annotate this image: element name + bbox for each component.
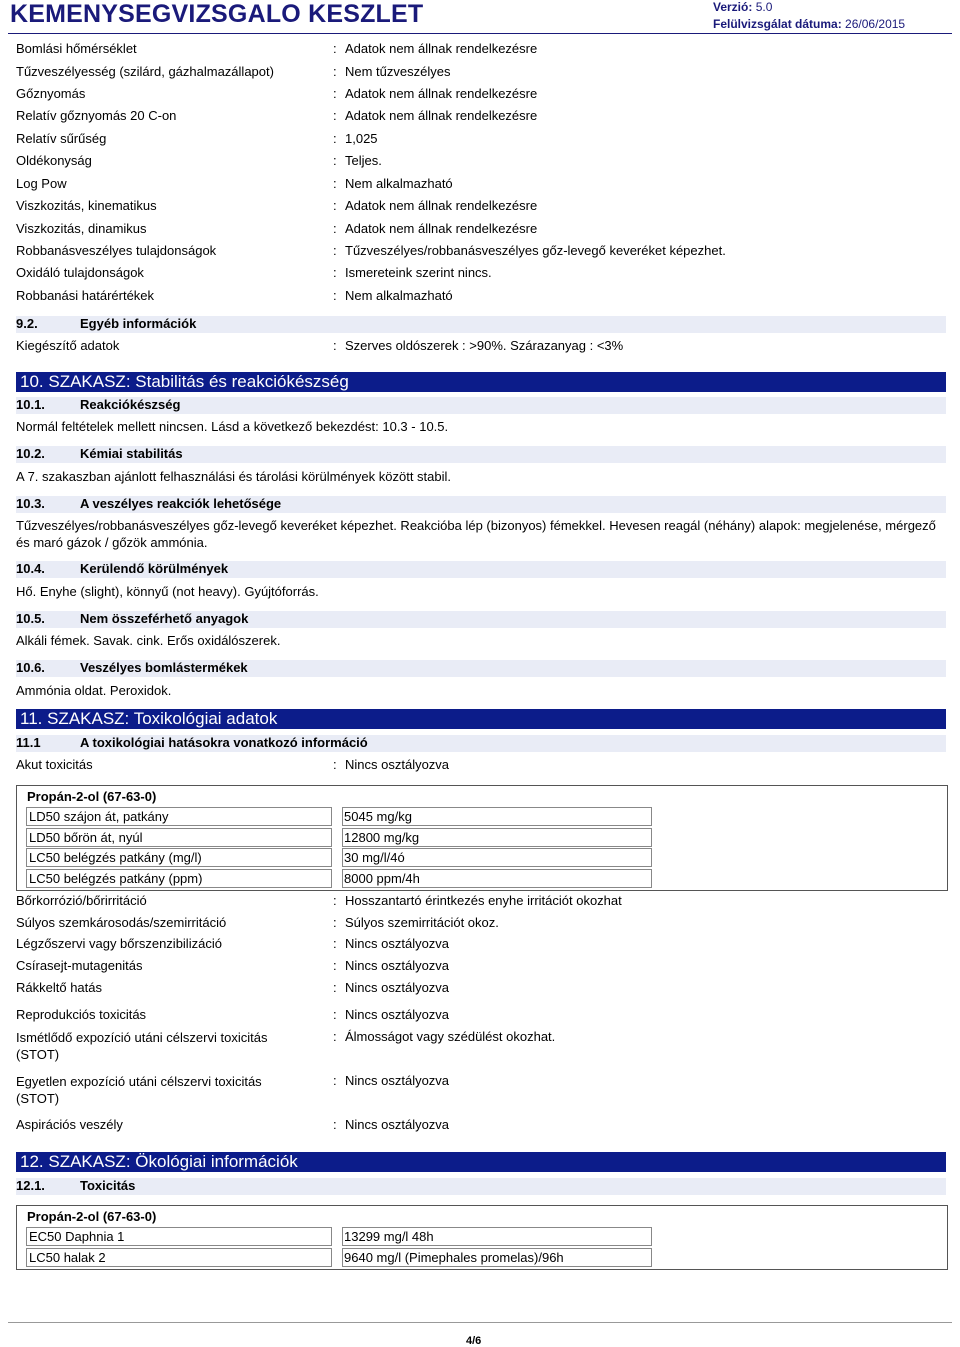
property-value: Teljes. [345,153,382,168]
property-value: Hosszantartó érintkezés enyhe irritációt okozhat [345,893,622,908]
property-value: Nincs osztályozva [345,1073,450,1088]
property-label: Viszkozitás, dinamikus [16,221,147,236]
property-label: Relatív sűrűség [16,131,107,146]
table-header: Propán-2-ol (67-63-0) [27,789,157,804]
header-divider [8,33,952,34]
property-value: Adatok nem állnak rendelkezésre [345,198,538,213]
property-row: Tűzveszélyesség (szilárd, gázhalmazállapot) : Nem tűzveszélyes [16,64,451,79]
property-label: Viszkozitás, kinematikus [16,198,157,213]
property-value: Szerves oldószerek : >90%. Szárazanyag : <3% [345,338,624,353]
property-row: Relatív sűrűség : 1,025 [16,131,378,146]
subsection-text: Normál feltételek mellett nincsen. Lásd a következő bekezdést: 10.3 - 10.5. [16,419,449,434]
property-label: Ismétlődő expozíció utáni célszervi toxicitás (STOT) [16,1030,268,1062]
section-header-11: 11. SZAKASZ: Toxikológiai adatok [16,709,946,729]
property-label: Robbanásveszélyes tulajdonságok [16,243,217,258]
subsection-text: Tűzveszélyes/robbanásveszélyes gőz-levegő keveréket képezhet. Reakcióba lép (bizonyos) fémekkel. Hevesen reagál (néhány) alapok: megjelenése, mérgező és maró gázok / gőzök ammónia. [16,518,936,550]
property-value: 1,025 [345,131,378,146]
table-cell: 12800 mg/kg [342,828,652,847]
table-header: Propán-2-ol (67-63-0) [27,1209,157,1224]
property-label: Légzőszervi vagy bőrszenzibilizáció [16,936,222,951]
property-row: Kiegészítő adatok : Szerves oldószerek : >90%. Szárazanyag : <3% [16,338,624,353]
subsection-text: A 7. szakaszban ajánlott felhasználási és tárolási körülmények között stabil. [16,469,452,484]
property-label: Relatív gőznyomás 20 C-on [16,108,177,123]
revision-value: 26/06/2015 [845,17,906,31]
property-row: Rákkeltő hatás : Nincs osztályozva [16,980,450,995]
table-cell: LC50 belégzés patkány (mg/l) [26,848,332,867]
property-row: Oxidáló tulajdonságok : Ismereteink szerint nincs. [16,265,492,280]
table-cell: 30 mg/l/4ó [342,848,652,867]
property-value: Adatok nem állnak rendelkezésre [345,108,538,123]
property-value: Nincs osztályozva [345,958,450,973]
table-cell: LC50 belégzés patkány (ppm) [26,869,332,888]
table-cell: 8000 ppm/4h [342,869,652,888]
subsection-header-10-5: 10.5. Nem összeférhető anyagok [16,611,946,628]
property-row: Oldékonyság : Teljes. [16,153,382,168]
section-header-12: 12. SZAKASZ: Ökológiai információk [16,1152,946,1172]
table-cell: 9640 mg/l (Pimephales promelas)/96h [342,1248,652,1267]
property-row: Aspirációs veszély : Nincs osztályozva [16,1117,450,1132]
document-title: KEMENYSEGVIZSGALO KESZLET [10,0,424,28]
footer-divider [8,1322,952,1323]
property-label: Reprodukciós toxicitás [16,1007,147,1022]
property-row: Viszkozitás, kinematikus : Adatok nem állnak rendelkezésre [16,198,538,213]
property-value: Súlyos szemirritációt okoz. [345,915,499,930]
property-row: Légzőszervi vagy bőrszenzibilizáció : Nincs osztályozva [16,936,450,951]
property-label: Oxidáló tulajdonságok [16,265,144,280]
toxicity-table [16,785,948,891]
property-row: Csírasejt-mutagenitás : Nincs osztályozva [16,958,450,973]
property-label: Oldékonyság [16,153,92,168]
property-row: Relatív gőznyomás 20 C-on : Adatok nem állnak rendelkezésre [16,108,538,123]
property-label: Aspirációs veszély [16,1117,123,1132]
property-label: Gőznyomás [16,86,86,101]
property-row: Viszkozitás, dinamikus : Adatok nem állnak rendelkezésre [16,221,538,236]
property-value: Nincs osztályozva [345,980,450,995]
property-value: Tűzveszélyes/robbanásveszélyes gőz-levegő keveréket képezhet. [345,243,726,258]
subsection-header-11-1: 11.1 A toxikológiai hatásokra vonatkozó információ [16,735,946,752]
property-label: Log Pow [16,176,67,191]
table-cell: LC50 halak 2 [26,1248,332,1267]
revision-label: Felülvizsgálat dátuma: [713,17,842,31]
property-label: Bőrkorrózió/bőrirritáció [16,893,147,908]
property-label: Csírasejt-mutagenitás [16,958,143,973]
version-value: 5.0 [755,0,773,14]
version-label: Verzió: [713,0,753,14]
property-label: Bomlási hőmérséklet [16,41,137,56]
property-value: Nincs osztályozva [345,757,450,772]
property-value: Nem alkalmazható [345,288,453,303]
property-value: Adatok nem állnak rendelkezésre [345,86,538,101]
property-value: Ismereteink szerint nincs. [345,265,492,280]
property-row: Ismétlődő expozíció utáni célszervi toxicitás (STOT) : Álmosságot vagy szédülést okozhat. [16,1029,556,1062]
revision-date [713,17,905,31]
property-row: Súlyos szemkárosodás/szemirritáció : Súlyos szemirritációt okoz. [16,915,499,930]
subsection-header-12-1: 12.1. Toxicitás [16,1178,946,1195]
table-cell: EC50 Daphnia 1 [26,1227,332,1246]
subsection-header-9-2: 9.2. Egyéb információk [16,316,946,333]
property-label: Akut toxicitás [16,757,93,772]
property-label: Kiegészítő adatok [16,338,120,353]
property-value: Nem alkalmazható [345,176,453,191]
property-label: Súlyos szemkárosodás/szemirritáció [16,915,227,930]
property-value: Nincs osztályozva [345,1007,450,1022]
table-cell: 13299 mg/l 48h [342,1227,652,1246]
property-row: Gőznyomás : Adatok nem állnak rendelkezésre [16,86,538,101]
property-value: Adatok nem állnak rendelkezésre [345,221,538,236]
subsection-text: Ammónia oldat. Peroxidok. [16,683,172,698]
property-row: Bomlási hőmérséklet : Adatok nem állnak rendelkezésre [16,41,538,56]
subsection-text: Alkáli fémek. Savak. cink. Erős oxidálószerek. [16,633,281,648]
property-row: Reprodukciós toxicitás : Nincs osztályozva [16,1007,450,1022]
property-label: Egyetlen expozíció utáni célszervi toxicitás (STOT) [16,1074,262,1106]
property-label: Robbanási határértékek [16,288,155,303]
property-value: Nincs osztályozva [345,936,450,951]
subsection-header-10-4: 10.4. Kerülendő körülmények [16,561,946,578]
section-header-10: 10. SZAKASZ: Stabilitás és reakciókészség [16,372,946,392]
property-value: Álmosságot vagy szédülést okozhat. [345,1029,556,1044]
property-row: Bőrkorrózió/bőrirritáció : Hosszantartó érintkezés enyhe irritációt okozhat [16,893,622,908]
property-value: Nincs osztályozva [345,1117,450,1132]
subsection-header-10-6: 10.6. Veszélyes bomlástermékek [16,660,946,677]
property-label: Tűzveszélyesség (szilárd, gázhalmazállapot) [16,64,274,79]
property-value: Nem tűzveszélyes [345,64,451,79]
subsection-header-10-3: 10.3. A veszélyes reakciók lehetősége [16,496,946,513]
subsection-header-10-1: 10.1. Reakciókészség [16,397,946,414]
property-row: Robbanásveszélyes tulajdonságok : Tűzveszélyes/robbanásveszélyes gőz-levegő keveréket képezhet. [16,243,726,258]
subsection-text: Hő. Enyhe (slight), könnyű (not heavy). Gyújtóforrás. [16,584,319,599]
page-number: 4/6 [466,1335,482,1347]
property-row: Robbanási határértékek : Nem alkalmazható [16,288,453,303]
ecotoxicity-table [16,1205,948,1270]
property-value: Adatok nem állnak rendelkezésre [345,41,538,56]
property-row: Egyetlen expozíció utáni célszervi toxicitás (STOT) : Nincs osztályozva [16,1073,450,1106]
table-cell: LD50 szájon át, patkány [26,807,332,826]
version-info [713,0,772,14]
subsection-header-10-2: 10.2. Kémiai stabilitás [16,446,946,463]
property-row: Log Pow : Nem alkalmazható [16,176,453,191]
property-label: Rákkeltő hatás [16,980,102,995]
table-cell: LD50 bőrön át, nyúl [26,828,332,847]
property-row: Akut toxicitás : Nincs osztályozva [16,757,450,772]
table-cell: 5045 mg/kg [342,807,652,826]
